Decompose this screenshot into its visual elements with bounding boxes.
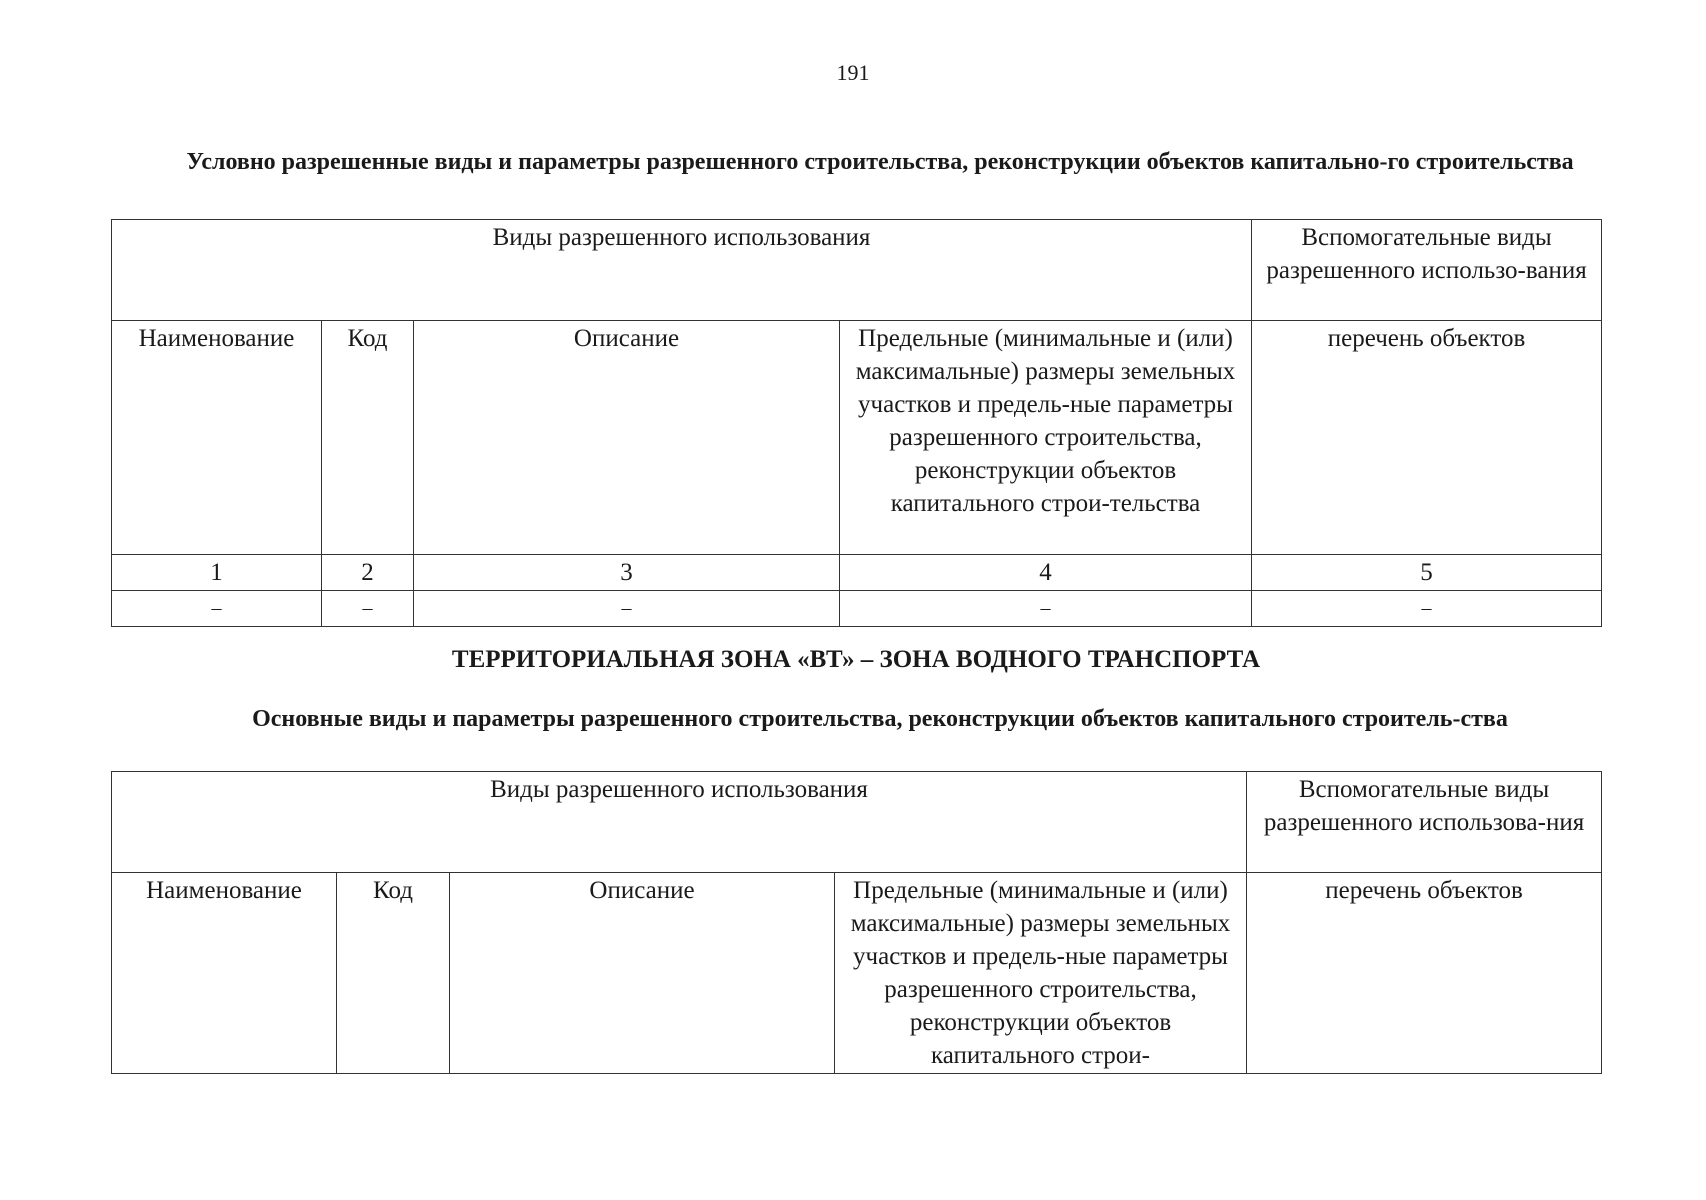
table-header-row bbox=[112, 220, 1602, 321]
dash-cell-4: – bbox=[840, 591, 1252, 627]
conditional-uses-table bbox=[111, 219, 1602, 627]
header-main-cell: Виды разрешенного использования bbox=[112, 772, 1247, 873]
table-header-row bbox=[112, 772, 1602, 873]
column-objects-list: перечень объектов bbox=[1252, 321, 1602, 555]
column-objects-list: перечень объектов bbox=[1247, 873, 1602, 1074]
column-description: Описание bbox=[414, 321, 840, 555]
header-aux-cell: Вспомогательные виды разрешенного использова-ния bbox=[1247, 772, 1602, 873]
column-number-5: 5 bbox=[1252, 555, 1602, 591]
page-number: 191 bbox=[836, 60, 870, 85]
section-heading-main: Основные виды и параметры разрешенного строительства, реконструкции объектов капитального строитель-ства bbox=[252, 706, 1508, 732]
main-uses-table bbox=[111, 771, 1602, 1074]
column-name: Наименование bbox=[112, 321, 322, 555]
column-number-1: 1 bbox=[112, 555, 322, 591]
dash-cell-3: – bbox=[414, 591, 840, 627]
column-description: Описание bbox=[450, 873, 835, 1074]
dash-cell-1: – bbox=[112, 591, 322, 627]
column-number-3: 3 bbox=[414, 555, 840, 591]
table-dash-row bbox=[112, 591, 1602, 627]
table-number-row bbox=[112, 555, 1602, 591]
column-code: Код bbox=[337, 873, 450, 1074]
table-columns-row bbox=[112, 321, 1602, 555]
column-name: Наименование bbox=[112, 873, 337, 1074]
column-parameters: Предельные (минимальные и (или) максимальные) размеры земельных участков и предель-ные параметры разрешенного строительства, реконструкции объектов капитального строи-тельства bbox=[840, 321, 1252, 555]
column-code: Код bbox=[322, 321, 414, 555]
column-number-2: 2 bbox=[322, 555, 414, 591]
header-main-cell: Виды разрешенного использования bbox=[112, 220, 1252, 321]
zone-title: ТЕРРИТОРИАЛЬНАЯ ЗОНА «ВТ» – ЗОНА ВОДНОГО ТРАНСПОРТА bbox=[451, 646, 1261, 673]
dash-cell-5: – bbox=[1252, 591, 1602, 627]
section-heading-conditional: Условно разрешенные виды и параметры разрешенного строительства, реконструкции объектов капитально-го строительства bbox=[186, 149, 1574, 175]
column-number-4: 4 bbox=[840, 555, 1252, 591]
table-columns-row bbox=[112, 873, 1602, 1074]
header-aux-cell: Вспомогательные виды разрешенного использо-вания bbox=[1252, 220, 1602, 321]
dash-cell-2: – bbox=[322, 591, 414, 627]
column-parameters: Предельные (минимальные и (или) максимальные) размеры земельных участков и предель-ные параметры разрешенного строительства, реконструкции объектов капитального строи- bbox=[835, 873, 1247, 1074]
